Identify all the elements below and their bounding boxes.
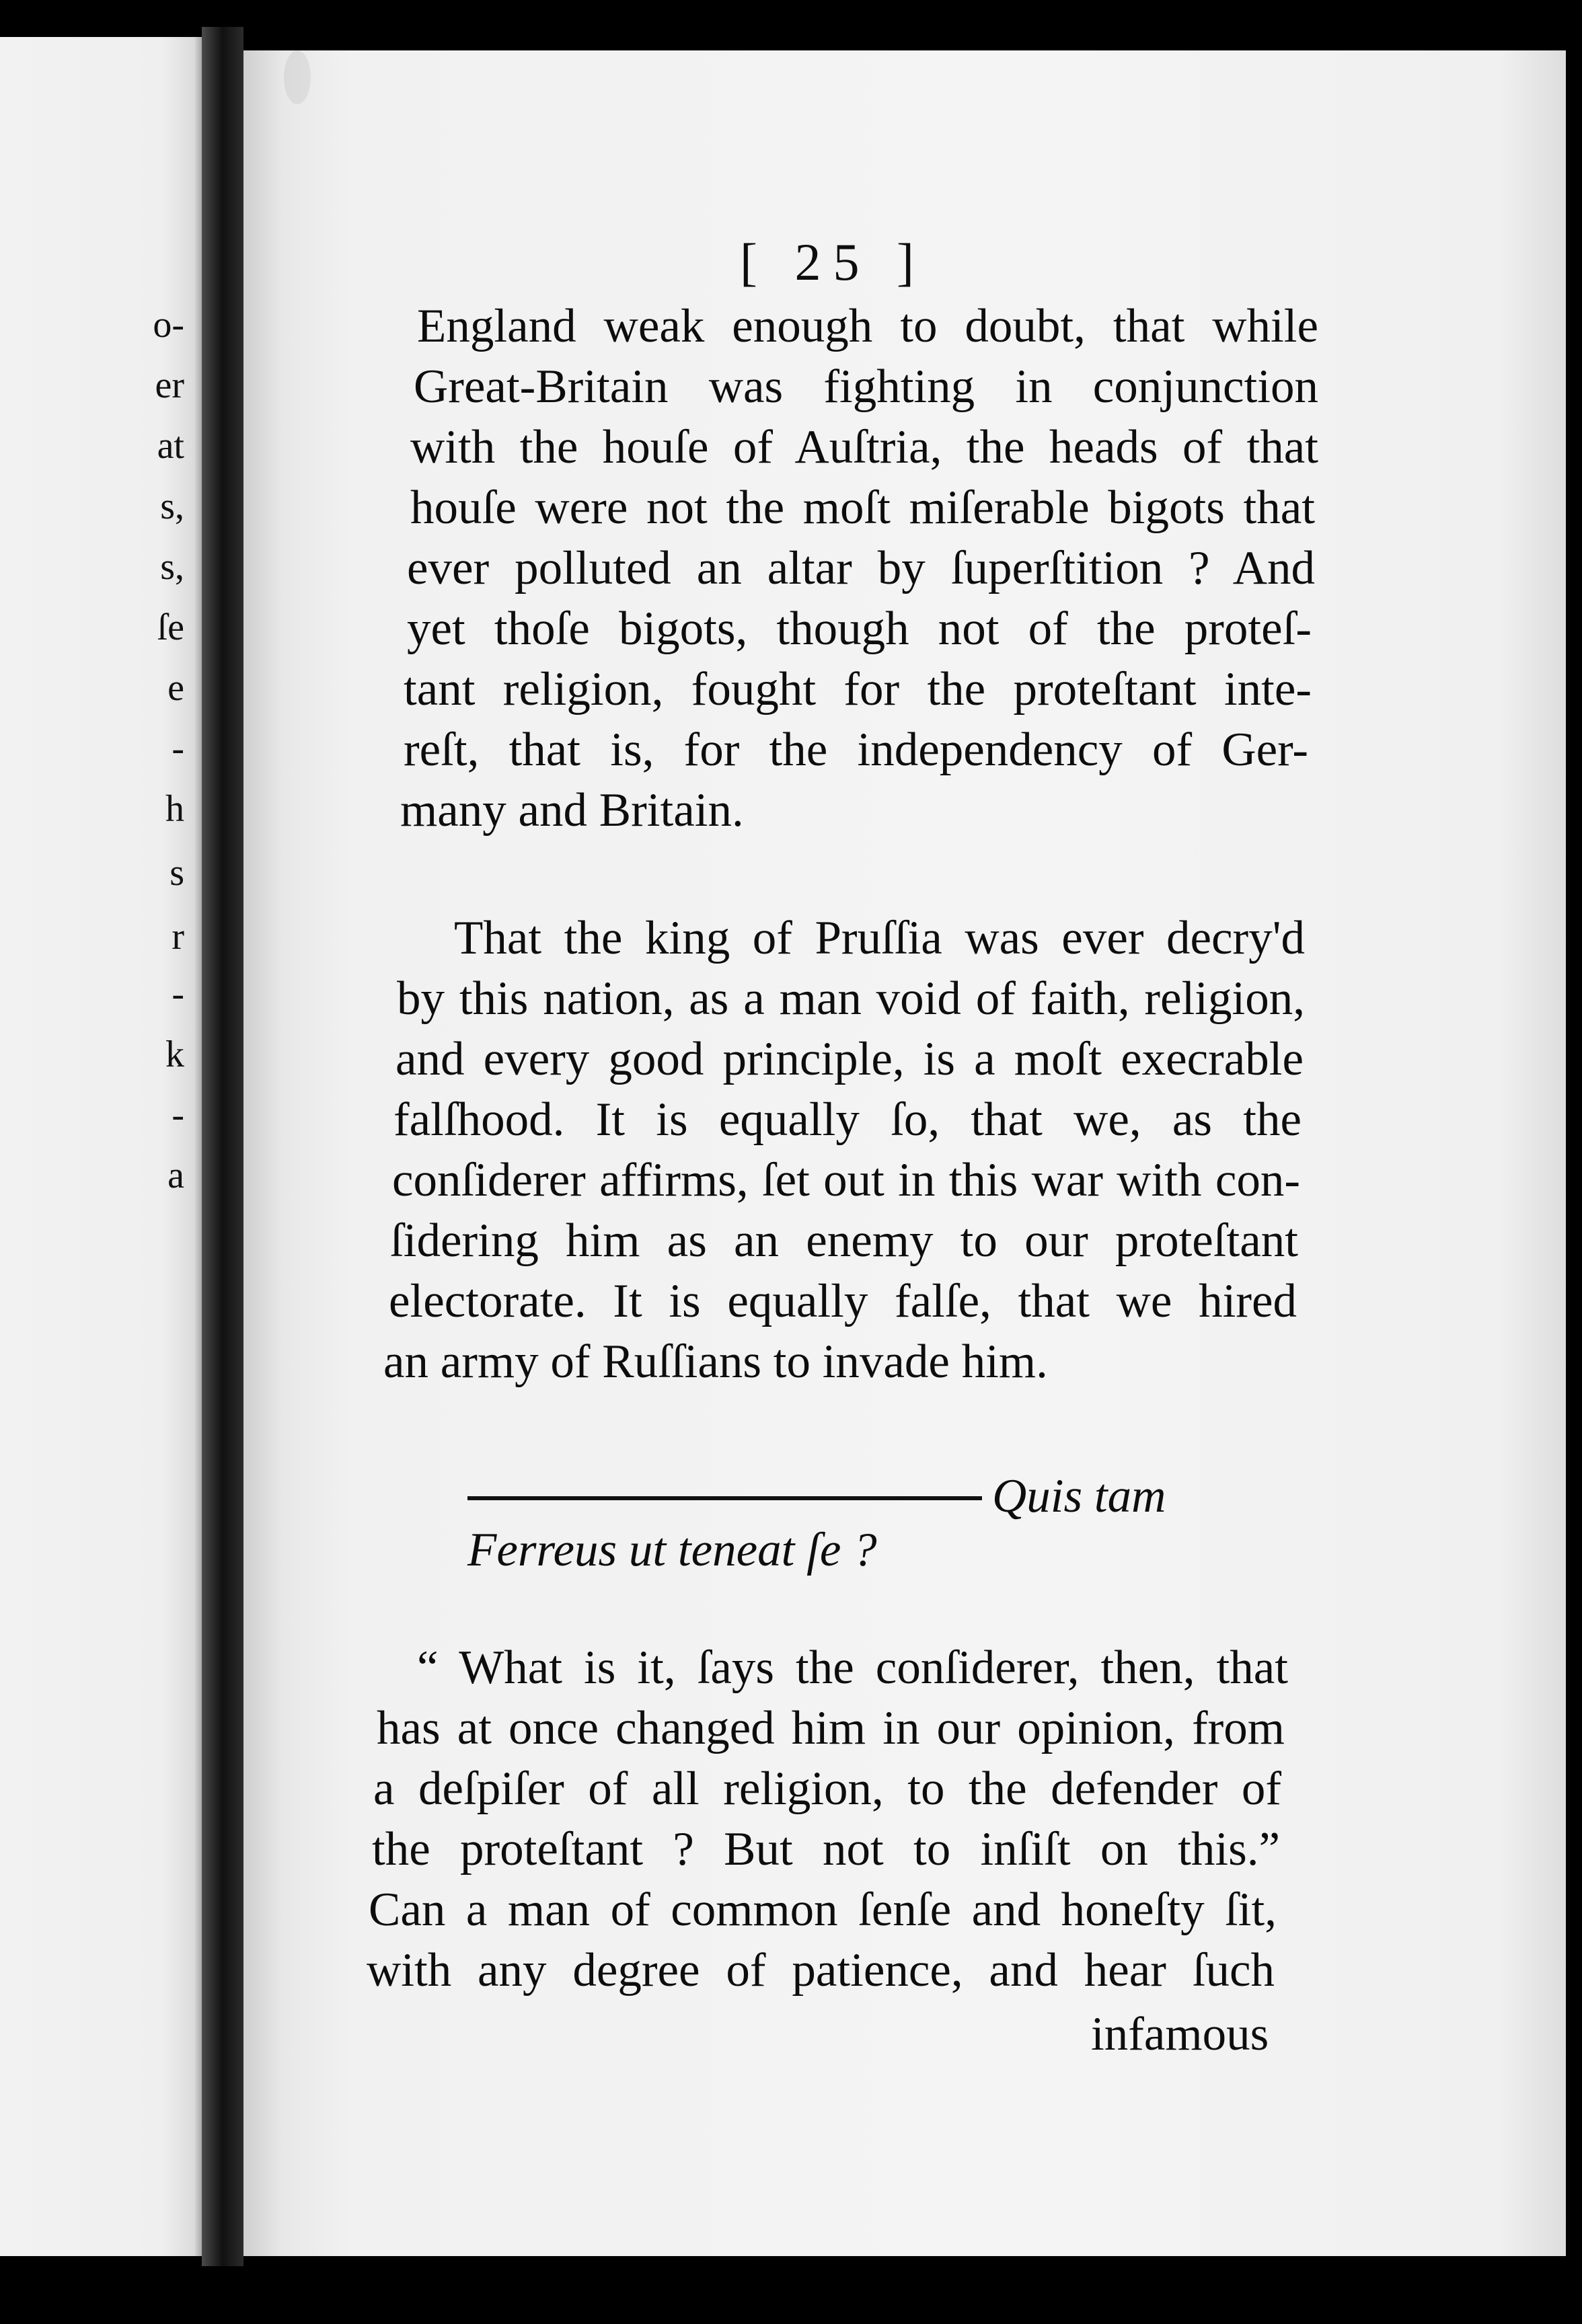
text-line: with any degree of patience, and hear ſuch [367, 1944, 1275, 1997]
text-line: houſe were not the moſt miſerable bigots that [410, 481, 1315, 534]
text-line: and every good principle, is a moſt execrable [396, 1033, 1304, 1085]
page-number: [ 25 ] [740, 233, 926, 291]
left-page-fragment: s, [160, 546, 184, 588]
left-page-fragment: at [157, 425, 184, 467]
catchword: infamous [1091, 2008, 1269, 2060]
text-line: reſt, that is, for the independency of Ger- [404, 724, 1308, 776]
text-line: “ What is it, ſays the conſiderer, then, that [417, 1641, 1288, 1694]
text-line: conſiderer affirms, ſet out in this war with con- [392, 1154, 1300, 1206]
binding-gutter-shadow [202, 27, 243, 2266]
text-line: the proteſtant ? But not to inſiſt on this.” [372, 1823, 1280, 1875]
latin-quote-line: Quis tam [992, 1470, 1166, 1522]
text-line: Great-Britain was fighting in conjunction [414, 360, 1318, 413]
text-line: England weak enough to doubt, that while [417, 300, 1318, 352]
text-line: ſidering him as an enemy to our proteſtant [390, 1214, 1298, 1267]
text-line: That the king of Pruſſia was ever decry'd [454, 912, 1305, 964]
text-line: many and Britain. [400, 784, 744, 837]
quotation-dash-rule [467, 1496, 982, 1500]
left-page-fragment: a [167, 1155, 184, 1196]
text-line: ever polluted an altar by ſuperſtition ? And [407, 542, 1315, 594]
text-line: yet thoſe bigots, though not of the proteſ- [407, 603, 1312, 655]
paper-mark [284, 50, 311, 104]
left-facing-page [0, 37, 202, 2256]
left-page-fragment: ſe [157, 607, 184, 648]
left-page-fragment: r [172, 916, 184, 958]
text-line: with the houſe of Auſtria, the heads of that [410, 421, 1318, 473]
left-page-fragment: k [165, 1034, 184, 1075]
left-page-fragment: - [172, 728, 184, 769]
text-line: a deſpiſer of all religion, to the defender of [373, 1763, 1281, 1815]
latin-quote-line: Ferreus ut teneat ſe ? [467, 1524, 877, 1576]
left-page-fragment: s [170, 852, 184, 894]
left-page-fragment: e [167, 667, 184, 709]
text-line: electorate. It is equally falſe, that we hired [389, 1275, 1297, 1327]
left-page-fragment: s, [160, 486, 184, 527]
text-line: an army of Ruſſians to invade him. [383, 1335, 1048, 1388]
text-line: by this nation, as a man void of faith, religion, [397, 972, 1305, 1025]
left-page-fragment: h [165, 788, 184, 830]
text-line: falſhood. It is equally ſo, that we, as the [393, 1093, 1302, 1146]
text-line: tant religion, fought for the proteſtant inte- [404, 663, 1312, 715]
left-page-fragment: - [172, 973, 184, 1015]
text-line: has at once changed him in our opinion, from [377, 1702, 1285, 1754]
text-line: Can a man of common ſenſe and honeſty ſit, [369, 1884, 1277, 1936]
left-page-fragment: - [172, 1094, 184, 1136]
left-page-fragment: er [155, 364, 184, 406]
left-page-fragment: o- [153, 304, 184, 346]
